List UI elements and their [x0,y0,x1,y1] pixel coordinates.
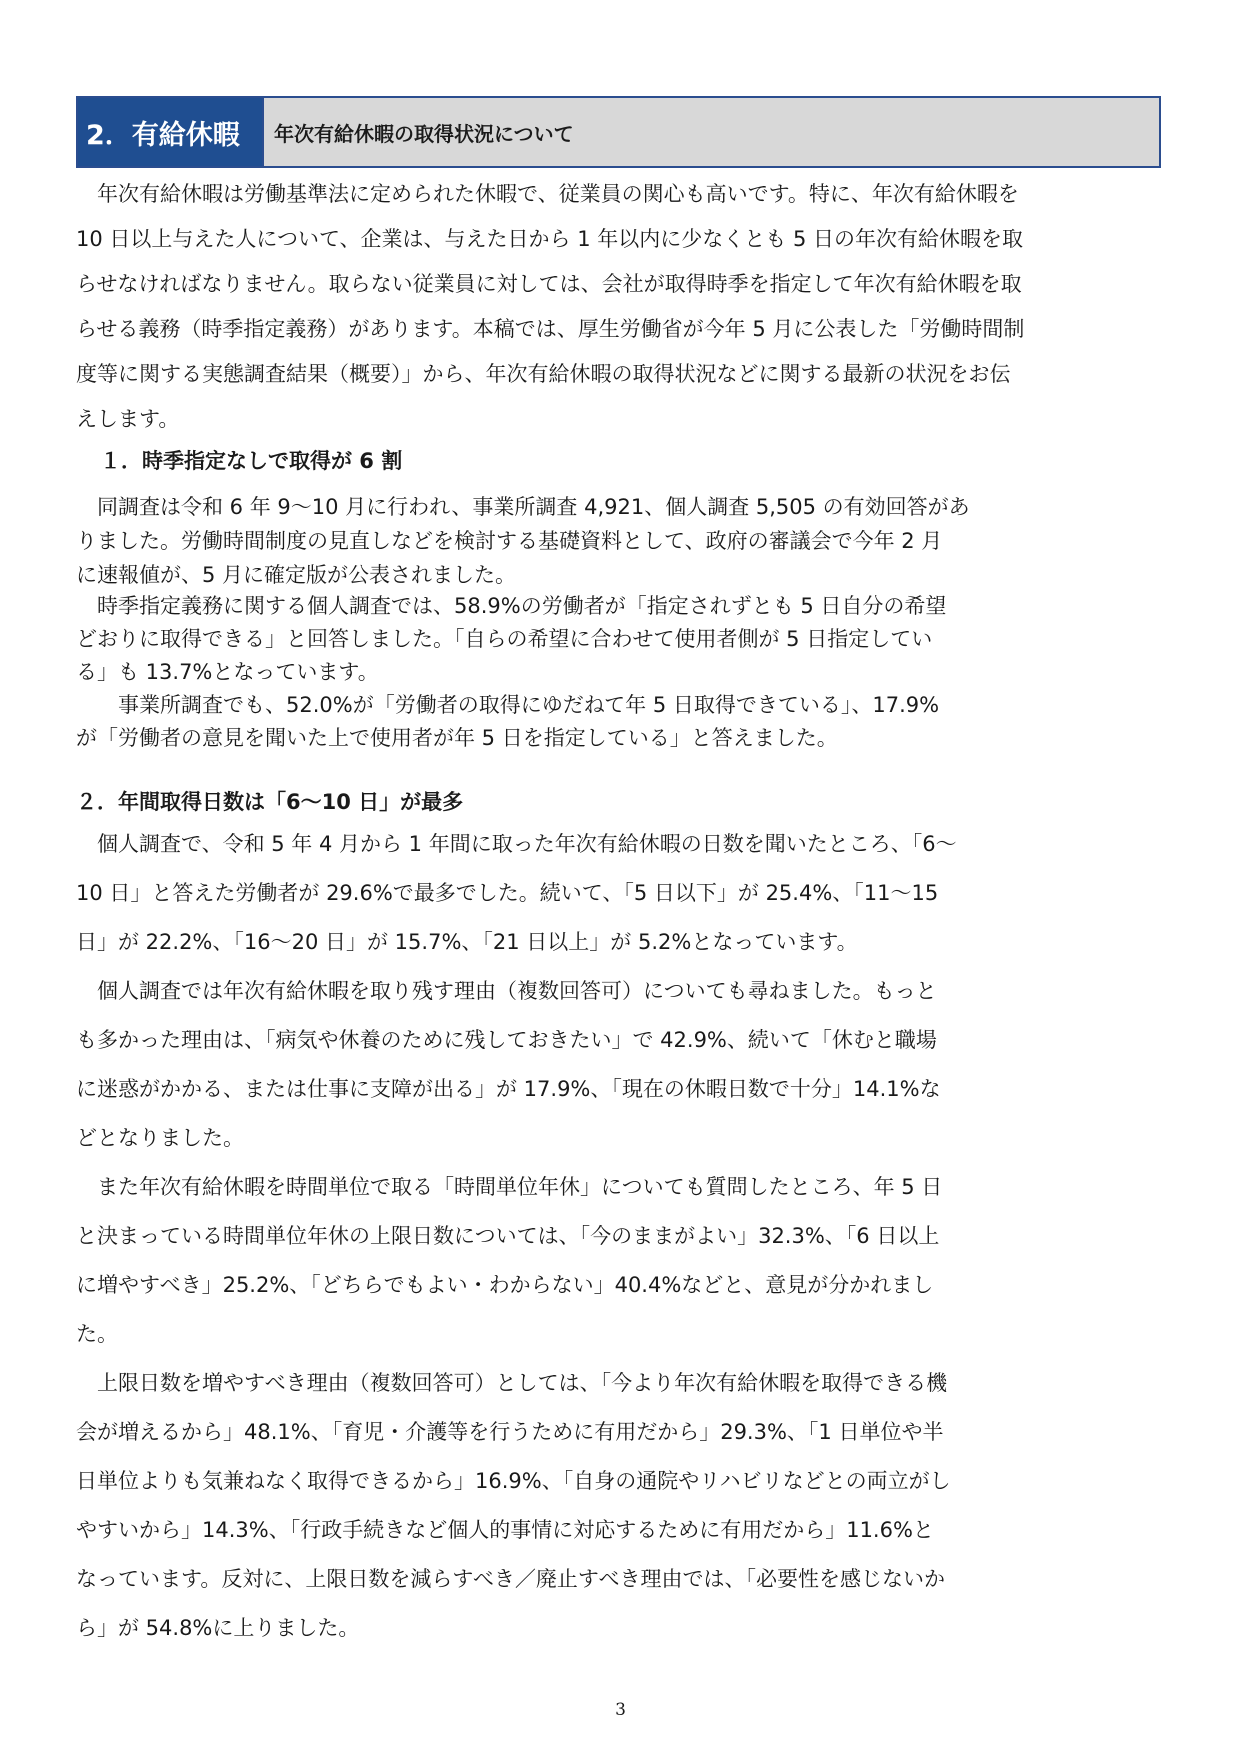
text-line: りました。労働時間制度の見直しなどを検討する基礎資料として、政府の審議会で今年 2 月 [76,529,943,553]
text-line: らせる義務（時季指定義務）があります。本稿では、厚生労働省が今年 5 月に公表した「労働時間制 [76,317,1025,341]
text-line: と決まっている時間単位年休の上限日数については、「今のままがよい」32.3%、「6 日以上 [76,1224,940,1248]
text-line: た。 [76,1322,118,1346]
text-line: 個人調査では年次有給休暇を取り残す理由（複数回答可）についても尋ねました。もっと [76,979,937,1003]
text-line: る」も 13.7%となっています。 [76,660,379,684]
text-line: なっています。反対に、上限日数を減らすべき／廃止すべき理由では、「必要性を感じないか [76,1567,945,1591]
intro-paragraph [76,172,1166,442]
section1-paragraph-b [76,590,1166,755]
section2-paragraphs [76,820,1166,1653]
text-line: えします。 [76,407,180,431]
text-line: 日」が 22.2%、「16～20 日」が 15.7%、「21 日以上」が 5.2%となっています。 [76,930,858,954]
text-line: に迷惑がかかる、または仕事に支障が出る」が 17.9%、「現在の休暇日数で十分」14.1%な [76,1077,941,1101]
text-line: 会が増えるから」48.1%、「育児・介護等を行うために有用だから」29.3%、「1 日単位や半 [76,1420,944,1444]
text-line: また年次有給休暇を時間単位で取る「時間単位年休」についても質問したところ、年 5 日 [76,1175,943,1199]
text-line: に増やすべき」25.2%、「どちらでもよい・わからない」40.4%などと、意見が分かれまし [76,1273,934,1297]
text-line: どおりに取得できる」と回答しました。「自らの希望に合わせて使用者側が 5 日指定してい [76,627,933,651]
section-title: 年次有給休暇の取得状況について [262,98,1159,166]
subheading-1: １．時季指定なしで取得が 6 割 [100,449,403,473]
text-line: やすいから」14.3%、「行政手続きなど個人的事情に対応するために有用だから」11.6%と [76,1518,934,1542]
text-line: 年次有給休暇は労働基準法に定められた休暇で、従業員の関心も高いです。特に、年次有給休暇を [76,182,1019,206]
text-line: も多かった理由は、「病気や休養のために残しておきたい」で 42.9%、続いて「休むと職場 [76,1028,937,1052]
text-line: 日単位よりも気兼ねなく取得できるから」16.9%、「自身の通院やリハビリなどとの両立がし [76,1469,951,1493]
text-line: 事業所調査でも、52.0%が「労働者の取得にゆだねて年 5 日取得できている」、17.9% [76,693,940,717]
text-line: 10 日以上与えた人について、企業は、与えた日から 1 年以内に少なくとも 5 日の年次有給休暇を取 [76,227,1023,251]
text-line: ら」が 54.8%に上りました。 [76,1616,360,1640]
text-line: 上限日数を増やすべき理由（複数回答可）としては、「今より年次有給休暇を取得できる機 [76,1371,948,1395]
text-line: が「労働者の意見を聞いた上で使用者が年 5 日を指定している」と答えました。 [76,726,838,750]
text-line: 時季指定義務に関する個人調査では、58.9%の労働者が「指定されずとも 5 日自分の希望 [76,594,947,618]
text-line: らせなければなりません。取らない従業員に対しては、会社が取得時季を指定して年次有給休暇を取 [76,272,1022,296]
section-label: 2．有給休暇 [78,98,262,166]
text-line: に速報値が、5 月に確定版が公表されました。 [76,563,517,587]
page-number: 3 [615,1700,626,1720]
text-line: 10 日」と答えた労働者が 29.6%で最多でした。続いて、「5 日以下」が 25.4%、「11～15 [76,881,939,905]
text-line: 同調査は令和 6 年 9～10 月に行われ、事業所調査 4,921、個人調査 5,505 の有効回答があ [76,495,970,519]
subheading-2: ２．年間取得日数は「6～10 日」が最多 [76,790,464,814]
section-header [76,96,1161,168]
text-line: 度等に関する実態調査結果（概要）」から、年次有給休暇の取得状況などに関する最新の状況をお伝 [76,362,1011,386]
text-line: 個人調査で、令和 5 年 4 月から 1 年間に取った年次有給休暇の日数を聞いたところ、「6～ [76,832,957,856]
text-line: どとなりました。 [76,1126,244,1150]
section1-paragraph-a [76,490,1166,592]
